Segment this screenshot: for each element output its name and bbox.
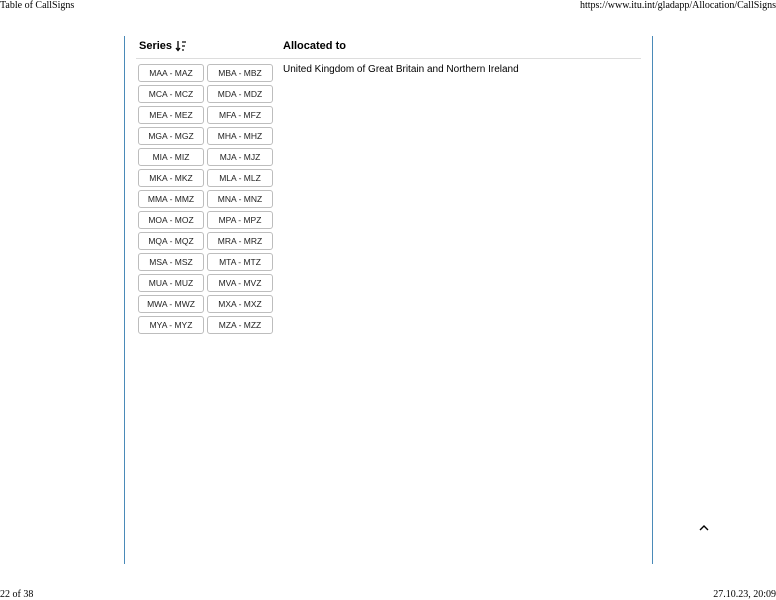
series-button[interactable]: MOA - MOZ bbox=[138, 211, 204, 229]
series-button[interactable]: MWA - MWZ bbox=[138, 295, 204, 313]
series-button[interactable]: MZA - MZZ bbox=[207, 316, 273, 334]
series-button[interactable]: MAA - MAZ bbox=[138, 64, 204, 82]
series-button[interactable]: MJA - MJZ bbox=[207, 148, 273, 166]
series-button[interactable]: MNA - MNZ bbox=[207, 190, 273, 208]
series-column-header[interactable] bbox=[139, 40, 187, 52]
series-button[interactable]: MXA - MXZ bbox=[207, 295, 273, 313]
series-button[interactable]: MDA - MDZ bbox=[207, 85, 273, 103]
series-header-label: Series bbox=[139, 40, 173, 52]
series-button[interactable]: MUA - MUZ bbox=[138, 274, 204, 292]
series-button[interactable]: MEA - MEZ bbox=[138, 106, 204, 124]
series-button[interactable]: MIA - MIZ bbox=[138, 148, 204, 166]
print-header-url: https://www.itu.int/gladapp/Allocation/CallSigns bbox=[579, 0, 776, 11]
series-button[interactable]: MSA - MSZ bbox=[138, 253, 204, 271]
print-header-title: Table of CallSigns bbox=[0, 0, 75, 11]
series-button[interactable]: MHA - MHZ bbox=[207, 127, 273, 145]
series-button[interactable]: MYA - MYZ bbox=[138, 316, 204, 334]
content-right-border bbox=[652, 36, 653, 564]
print-footer-datetime: 27.10.23, 20:09 bbox=[713, 589, 776, 600]
chevron-up-icon[interactable] bbox=[698, 522, 710, 534]
allocated-to-column-header: Allocated to bbox=[283, 40, 346, 52]
series-button[interactable]: MKA - MKZ bbox=[138, 169, 204, 187]
series-button[interactable]: MPA - MPZ bbox=[207, 211, 273, 229]
sort-ascending-icon[interactable] bbox=[175, 40, 187, 52]
series-button[interactable]: MVA - MVZ bbox=[207, 274, 273, 292]
allocated-country: United Kingdom of Great Britain and Northern Ireland bbox=[283, 64, 519, 75]
series-button[interactable]: MGA - MGZ bbox=[138, 127, 204, 145]
series-button[interactable]: MFA - MFZ bbox=[207, 106, 273, 124]
series-button[interactable]: MBA - MBZ bbox=[207, 64, 273, 82]
series-button[interactable]: MRA - MRZ bbox=[207, 232, 273, 250]
content-left-border bbox=[124, 36, 125, 564]
series-button[interactable]: MCA - MCZ bbox=[138, 85, 204, 103]
print-footer-page: 22 of 38 bbox=[0, 589, 34, 600]
series-button[interactable]: MQA - MQZ bbox=[138, 232, 204, 250]
series-button-grid bbox=[138, 64, 273, 334]
series-button[interactable]: MMA - MMZ bbox=[138, 190, 204, 208]
header-divider bbox=[136, 58, 641, 59]
series-button[interactable]: MTA - MTZ bbox=[207, 253, 273, 271]
series-button[interactable]: MLA - MLZ bbox=[207, 169, 273, 187]
